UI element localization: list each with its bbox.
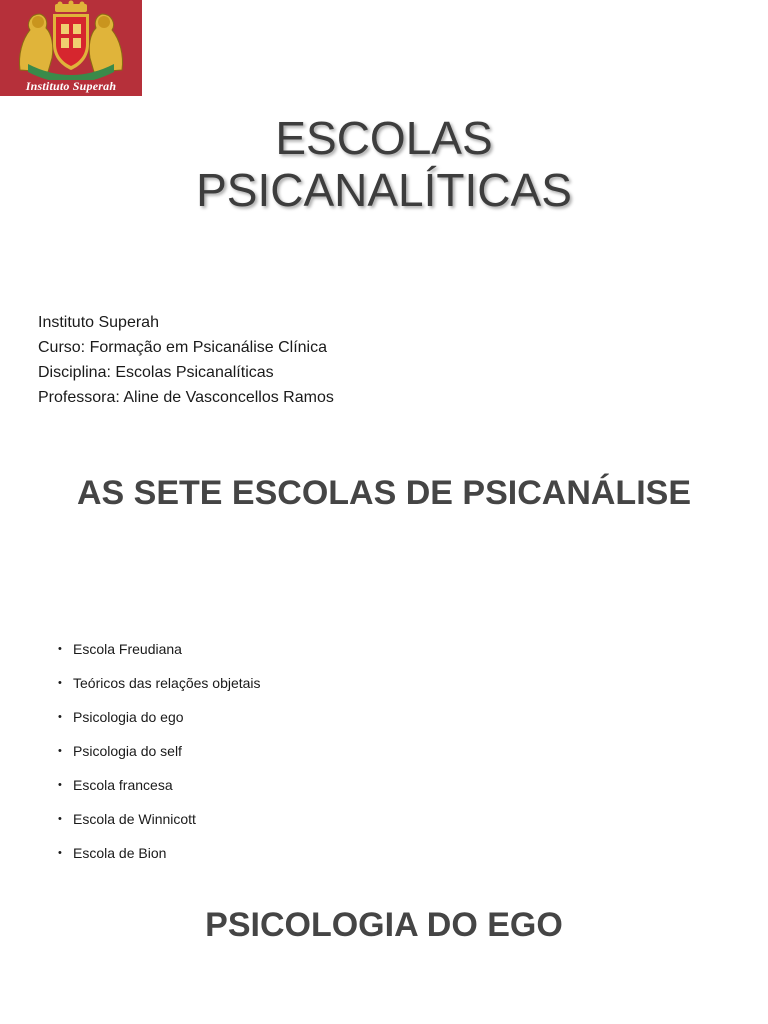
page-title — [0, 112, 768, 216]
bullet-icon: • — [58, 711, 62, 723]
list-item-text: Psicologia do ego — [73, 709, 184, 725]
info-institute: Instituto Superah — [38, 314, 159, 331]
list-item — [58, 632, 261, 666]
title-line-2: PSICANALÍTICAS — [196, 164, 572, 216]
list-item — [58, 836, 261, 870]
section-heading-ego: PSICOLOGIA DO EGO — [205, 906, 563, 944]
list-item — [58, 666, 261, 700]
list-item — [58, 700, 261, 734]
institute-logo — [0, 0, 142, 96]
logo-text: Instituto Superah — [25, 79, 117, 93]
bullet-icon: • — [58, 847, 62, 859]
section-heading-schools: AS SETE ESCOLAS DE PSICANÁLISE — [77, 474, 691, 512]
list-item-text: Escola de Winnicott — [73, 811, 196, 827]
info-discipline: Disciplina: Escolas Psicanalíticas — [38, 364, 274, 381]
list-item — [58, 734, 261, 768]
bullet-icon: • — [58, 643, 62, 655]
bullet-icon: • — [58, 779, 62, 791]
course-info — [38, 310, 334, 410]
coat-of-arms-icon — [0, 0, 142, 80]
list-item-text: Psicologia do self — [73, 743, 182, 759]
list-item — [58, 802, 261, 836]
list-item-text: Escola de Bion — [73, 845, 167, 861]
list-item-text: Escola Freudiana — [73, 641, 182, 657]
schools-list — [58, 632, 261, 870]
list-item-text: Teóricos das relações objetais — [73, 675, 261, 691]
bullet-icon: • — [58, 745, 62, 757]
bullet-icon: • — [58, 813, 62, 825]
list-item-text: Escola francesa — [73, 777, 173, 793]
title-line-1: ESCOLAS — [275, 112, 493, 164]
info-professor: Professora: Aline de Vasconcellos Ramos — [38, 389, 334, 406]
info-course: Curso: Formação em Psicanálise Clínica — [38, 339, 327, 356]
bullet-icon: • — [58, 677, 62, 689]
list-item — [58, 768, 261, 802]
